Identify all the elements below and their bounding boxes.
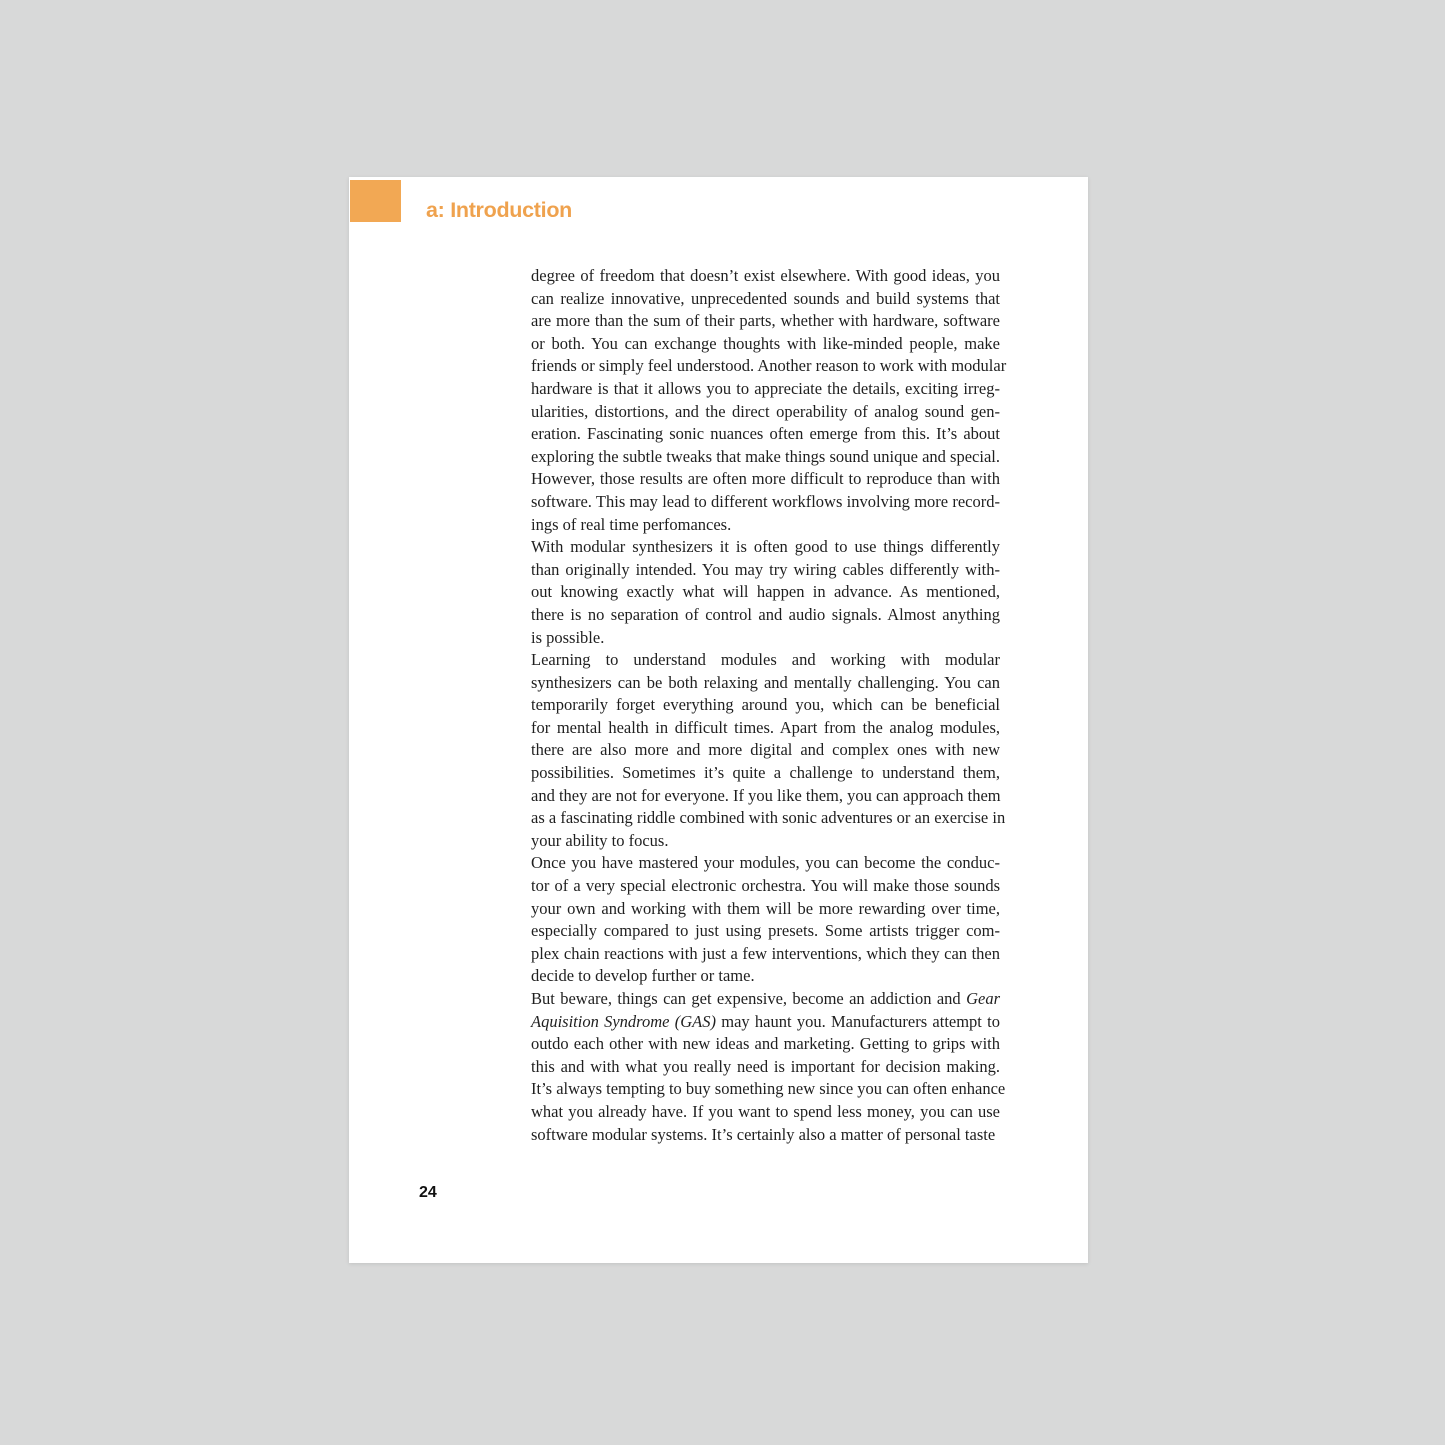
text-line: ularities, distortions, and the direct operability of analog sound gen- [531, 401, 1000, 421]
text-line: this and with what you really need is important for decision making. [531, 1056, 1000, 1076]
text-line: are more than the sum of their parts, whether with hardware, software [531, 311, 1000, 331]
text-line: there are also more and more digital and complex ones with new [531, 740, 1000, 760]
text-line: With modular synthesizers it is often good to use things differently [531, 537, 1000, 557]
text-line: out knowing exactly what will happen in advance. As mentioned, [531, 582, 1000, 602]
text-line: and they are not for everyone. If you like them, you can approach them [531, 785, 1001, 805]
chapter-marker-square [350, 180, 401, 222]
text-line: software. This may lead to different workflows involving more record- [531, 491, 1000, 511]
text-line: is possible. [531, 627, 605, 647]
text-line: outdo each other with new ideas and marketing. Getting to grips with [531, 1034, 1000, 1054]
text-line: synthesizers can be both relaxing and mentally challenging. You can [531, 672, 1000, 692]
text-line: possibilities. Sometimes it’s quite a challenge to understand them, [531, 763, 1000, 783]
text-line: hardware is that it allows you to appreciate the details, exciting irreg- [531, 378, 1000, 398]
page-number: 24 [419, 1184, 437, 1201]
text-line: friends or simply feel understood. Another reason to work with modular [531, 356, 1007, 376]
text-line: for mental health in difficult times. Apart from the analog modules, [531, 717, 1000, 737]
text-line: or both. You can exchange thoughts with like-minded people, make [531, 333, 1000, 353]
text-line: than originally intended. You may try wiring cables differently with- [531, 559, 1000, 579]
text-line: as a fascinating riddle combined with sonic adventures or an exercise in [531, 808, 1006, 828]
body-text [531, 265, 1007, 1146]
text-line: It’s always tempting to buy something new since you can often enhance [531, 1079, 1006, 1099]
text-line: Learning to understand modules and working with modular [531, 650, 1000, 670]
text-line: temporarily forget everything around you, which can be beneficial [531, 695, 1000, 715]
text-line: software modular systems. It’s certainly also a matter of personal taste [531, 1124, 996, 1144]
text-line: tor of a very special electronic orchestra. You will make those sounds [531, 876, 1000, 896]
chapter-heading: a: Introduction [426, 198, 572, 222]
text-line: degree of freedom that doesn’t exist elsewhere. With good ideas, you [531, 266, 1000, 285]
text-line: decide to develop further or tame. [531, 966, 755, 986]
text-line: especially compared to just using presets. Some artists trigger com- [531, 921, 1000, 941]
book-page [349, 177, 1088, 1263]
text-line: your own and working with them will be more rewarding over time, [531, 898, 1000, 918]
text-line: However, those results are often more difficult to reproduce than with [531, 469, 1000, 489]
text-line: your ability to focus. [531, 830, 669, 850]
text-line: can realize innovative, unprecedented sounds and build systems that [531, 288, 1000, 308]
text-line: plex chain reactions with just a few interventions, which they can then [531, 943, 1000, 963]
text-line: eration. Fascinating sonic nuances often emerge from this. It’s about [531, 424, 1000, 444]
text-line: Aquisition Syndrome (GAS) may haunt you. Manufacturers attempt to [531, 1011, 1000, 1031]
text-line: But beware, things can get expensive, become an addiction and Gear [531, 989, 1000, 1008]
text-line: there is no separation of control and audio signals. Almost anything [531, 604, 1000, 624]
text-line: ings of real time perfomances. [531, 514, 732, 534]
text-line: exploring the subtle tweaks that make things sound unique and special. [531, 446, 1000, 466]
text-line: what you already have. If you want to spend less money, you can use [531, 1101, 1000, 1121]
text-line: Once you have mastered your modules, you can become the conduc- [531, 853, 1000, 873]
